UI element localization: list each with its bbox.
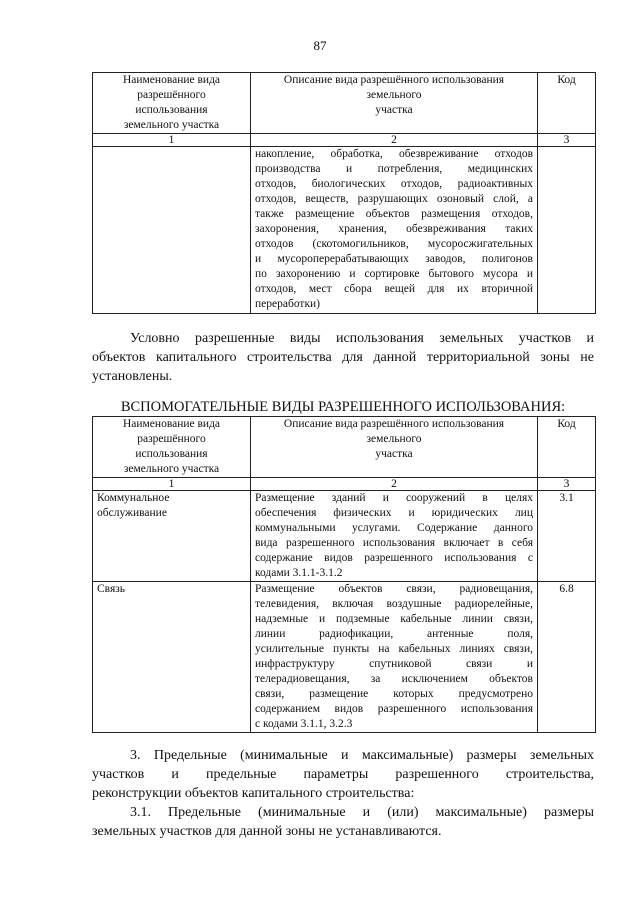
header-line: разрешённого bbox=[137, 433, 206, 445]
description-line: вида разрешенного использования включает в себя bbox=[255, 537, 533, 549]
description-line: связи, размещение которых предусмотрено bbox=[255, 688, 533, 700]
paragraph-line: земельных участков для данной зоны не устанавливаются. bbox=[92, 824, 442, 839]
column-number-row bbox=[93, 478, 596, 491]
header-line: Описание вида разрешённого использования bbox=[283, 74, 505, 86]
row-name bbox=[93, 491, 251, 582]
header-line: Код bbox=[557, 418, 576, 430]
description-line: также размещение объектов размещения отходов, bbox=[255, 208, 533, 220]
header-line: разрешённого bbox=[137, 89, 206, 101]
name-line: Связь bbox=[97, 583, 126, 595]
row-name bbox=[93, 147, 251, 314]
description-line: Размещение объектов связи, радиовещания, bbox=[255, 583, 533, 595]
description-line: содержание видов разрешенного использования с bbox=[255, 552, 533, 564]
description-line: надземные и подземные кабельные линии связи, bbox=[255, 613, 533, 625]
table-row bbox=[93, 491, 596, 582]
row-description bbox=[251, 491, 538, 582]
header-line: земельного участка bbox=[123, 463, 220, 475]
table-main-uses bbox=[92, 72, 596, 314]
description-line: кодами 3.1.1-3.1.2 bbox=[255, 567, 343, 579]
header-code bbox=[538, 73, 596, 134]
header-name bbox=[93, 417, 251, 478]
column-number: 3 bbox=[538, 478, 596, 491]
row-description bbox=[251, 147, 538, 314]
header-name bbox=[93, 73, 251, 134]
section-3-paragraph bbox=[92, 746, 594, 803]
description-line: захоронения, хранения, обезвреживания таких bbox=[255, 223, 533, 235]
description-line: линии радиофикации, антенные поля, bbox=[255, 628, 533, 640]
description-line: и мусороперерабатывающих заводов, полигонов bbox=[255, 253, 533, 265]
header-line: земельного bbox=[366, 89, 422, 101]
header-line: земельного bbox=[366, 433, 422, 445]
description-line: телевидения, включая воздушные радиорелейные, bbox=[255, 598, 533, 610]
paragraph-line: участков и предельные параметры разрешенного строительства, bbox=[92, 767, 594, 782]
row-name bbox=[93, 582, 251, 733]
section-3-1-paragraph bbox=[92, 803, 594, 841]
table-auxiliary-uses bbox=[92, 416, 596, 733]
description-line: производства и потребления, медицинских bbox=[255, 163, 533, 175]
table-header-row bbox=[93, 73, 596, 134]
header-line: земельного участка bbox=[123, 119, 220, 131]
paragraph-line: реконструкции объектов капитального строительства: bbox=[92, 786, 415, 801]
row-description bbox=[251, 582, 538, 733]
page-number: 87 bbox=[313, 38, 327, 53]
paragraph-line: установлены. bbox=[92, 369, 173, 384]
paragraph-line: объектов капитального строительства для данной территориальной зоны не bbox=[92, 350, 594, 365]
table-header-row bbox=[93, 417, 596, 478]
header-line: Наименование вида bbox=[122, 418, 221, 430]
header-description bbox=[251, 417, 538, 478]
header-line: участка bbox=[375, 448, 413, 460]
description-line: коммунальными услугами. Содержание данного bbox=[255, 522, 533, 534]
description-line: с кодами 3.1.1, 3.2.3 bbox=[255, 718, 353, 730]
column-number: 1 bbox=[93, 134, 251, 147]
description-line: накопление, обработка, обезвреживание отходов bbox=[255, 148, 533, 160]
header-code bbox=[538, 417, 596, 478]
header-line: использования bbox=[135, 448, 208, 460]
table-row bbox=[93, 582, 596, 733]
description-line: отходов, веществ, разрушающих озоновый слой, а bbox=[255, 193, 533, 205]
paragraph-line: 3. Предельные (минимальные и максимальные) размеры земельных bbox=[130, 748, 594, 763]
paragraph-line: Условно разрешенные виды использования земельных участков и bbox=[130, 331, 594, 346]
column-number: 3 bbox=[538, 134, 596, 147]
description-line: обеспечения физических и юридических лиц bbox=[255, 507, 533, 519]
description-line: по захоронению и сортировке бытового мусора и bbox=[255, 268, 533, 280]
conditional-uses-paragraph bbox=[92, 329, 594, 386]
name-line: обслуживание bbox=[97, 507, 167, 519]
auxiliary-uses-heading: ВСПОМОГАТЕЛЬНЫЕ ВИДЫ РАЗРЕШЕННОГО ИСПОЛЬЗОВАНИЯ: bbox=[120, 399, 566, 415]
description-line: Размещение зданий и сооружений в целях bbox=[255, 492, 533, 504]
header-line: участка bbox=[375, 104, 413, 116]
row-code: 6.8 bbox=[538, 582, 596, 733]
column-number-row bbox=[93, 134, 596, 147]
description-line: переработки) bbox=[255, 298, 321, 310]
paragraph-line: 3.1. Предельные (минимальные и (или) максимальные) размеры bbox=[130, 805, 594, 820]
description-line: инфраструктуру спутниковой связи и bbox=[255, 658, 533, 670]
column-number: 2 bbox=[251, 478, 538, 491]
name-line: Коммунальное bbox=[97, 492, 170, 504]
column-number: 1 bbox=[93, 478, 251, 491]
description-line: телерадиовещания, за исключением объектов bbox=[255, 673, 533, 685]
header-line: использования bbox=[135, 104, 208, 116]
header-description bbox=[251, 73, 538, 134]
row-code bbox=[538, 147, 596, 314]
table-row bbox=[93, 147, 596, 314]
description-line: усилительные пункты на кабельных линиях связи, bbox=[255, 643, 533, 655]
header-line: Описание вида разрешённого использования bbox=[283, 418, 505, 430]
description-line: содержанием видов разрешенного использования bbox=[255, 703, 533, 715]
column-number: 2 bbox=[251, 134, 538, 147]
header-line: Код bbox=[557, 74, 576, 86]
row-code: 3.1 bbox=[538, 491, 596, 582]
header-line: Наименование вида bbox=[122, 74, 221, 86]
description-line: отходов, мест сбора вещей для их вторичной bbox=[255, 283, 533, 295]
description-line: отходов, биологических отходов, радиоактивных bbox=[255, 178, 533, 190]
description-line: отходов (скотомогильников, мусоросжигательных bbox=[255, 238, 533, 250]
